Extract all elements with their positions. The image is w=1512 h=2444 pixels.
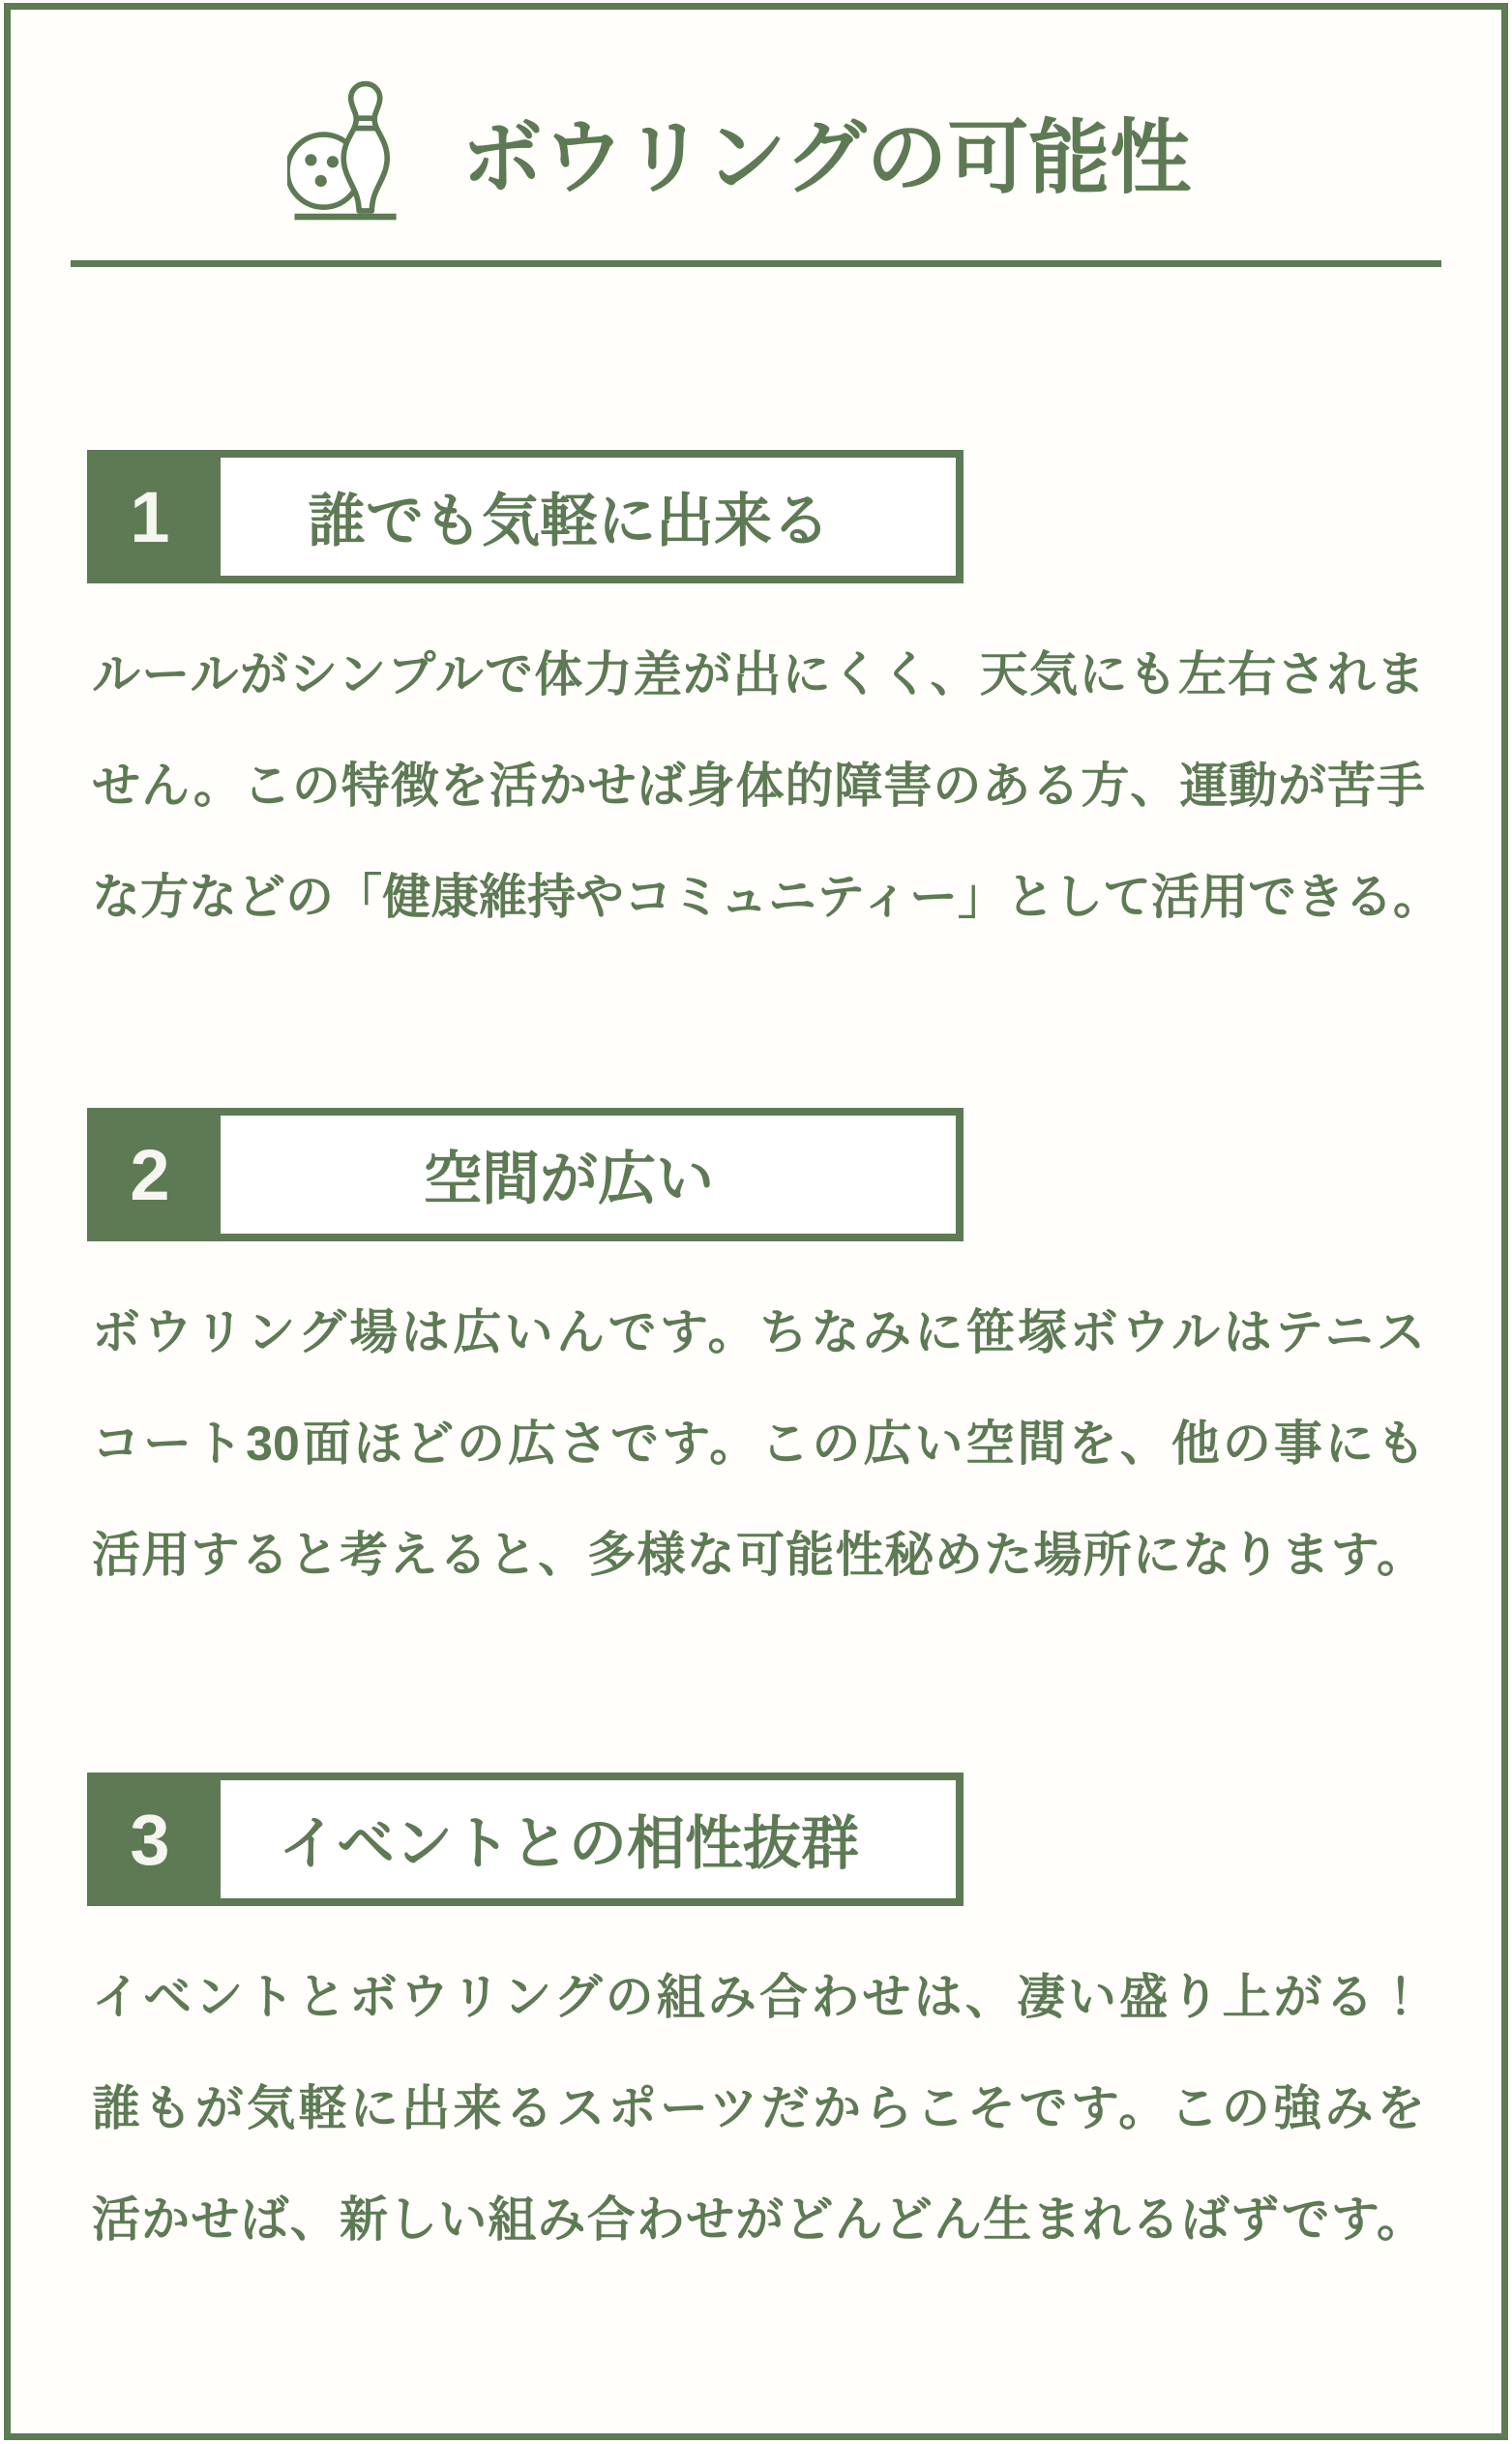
- section-header: [87, 450, 964, 583]
- page-title: ボウリングの可能性: [461, 111, 1192, 203]
- paragraph-line: ルールがシンプルで体力差が出にくく、天気にも左右されま: [92, 647, 1425, 701]
- section-heading-box: [213, 450, 964, 583]
- section-heading-box: [213, 1773, 964, 1906]
- paragraph-line: イベントとボウリングの組み合わせは、凄い盛り上がる！: [92, 1970, 1425, 2024]
- section-number-badge: 2: [87, 1108, 213, 1241]
- paragraph-line: 活かせば、新しい組み合わせがどんどん生まれるばずです。: [92, 2192, 1425, 2247]
- section-paragraph: [92, 619, 1441, 953]
- section: [0, 450, 1512, 953]
- section-number-badge: 3: [87, 1773, 213, 1906]
- section: [0, 1773, 1512, 2276]
- section-header: [87, 1773, 964, 1906]
- section-heading: イベントとの相性抜群: [279, 1811, 859, 1876]
- paragraph-line: ボウリング場は広いんです。ちなみに笹塚ボウルはテニス: [92, 1305, 1425, 1359]
- paragraph-line: せん。この特徴を活かせば身体的障害のある方、運動が苦手: [92, 759, 1425, 813]
- section-heading-box: [213, 1108, 964, 1241]
- paragraph-line: 誰もが気軽に出来るスポーツだからこそです。この強みを: [92, 2081, 1425, 2135]
- paragraph-line: コート30面ほどの広さです。この広い空間を、他の事にも: [92, 1416, 1425, 1471]
- section-paragraph: [92, 1942, 1425, 2276]
- section-heading: 誰でも気軽に出来る: [308, 489, 830, 553]
- section: [0, 1108, 1512, 1611]
- paragraph-line: 活用すると考えると、多様な可能性秘めた場所になります。: [92, 1528, 1425, 1582]
- section-paragraph: [92, 1277, 1425, 1611]
- section-number-badge: 1: [87, 450, 213, 583]
- section-heading: 空間が広い: [424, 1147, 714, 1211]
- section-header: [87, 1108, 964, 1241]
- paragraph-line: な方などの「健康維持やコミュニティー」として活用できる。: [92, 870, 1441, 924]
